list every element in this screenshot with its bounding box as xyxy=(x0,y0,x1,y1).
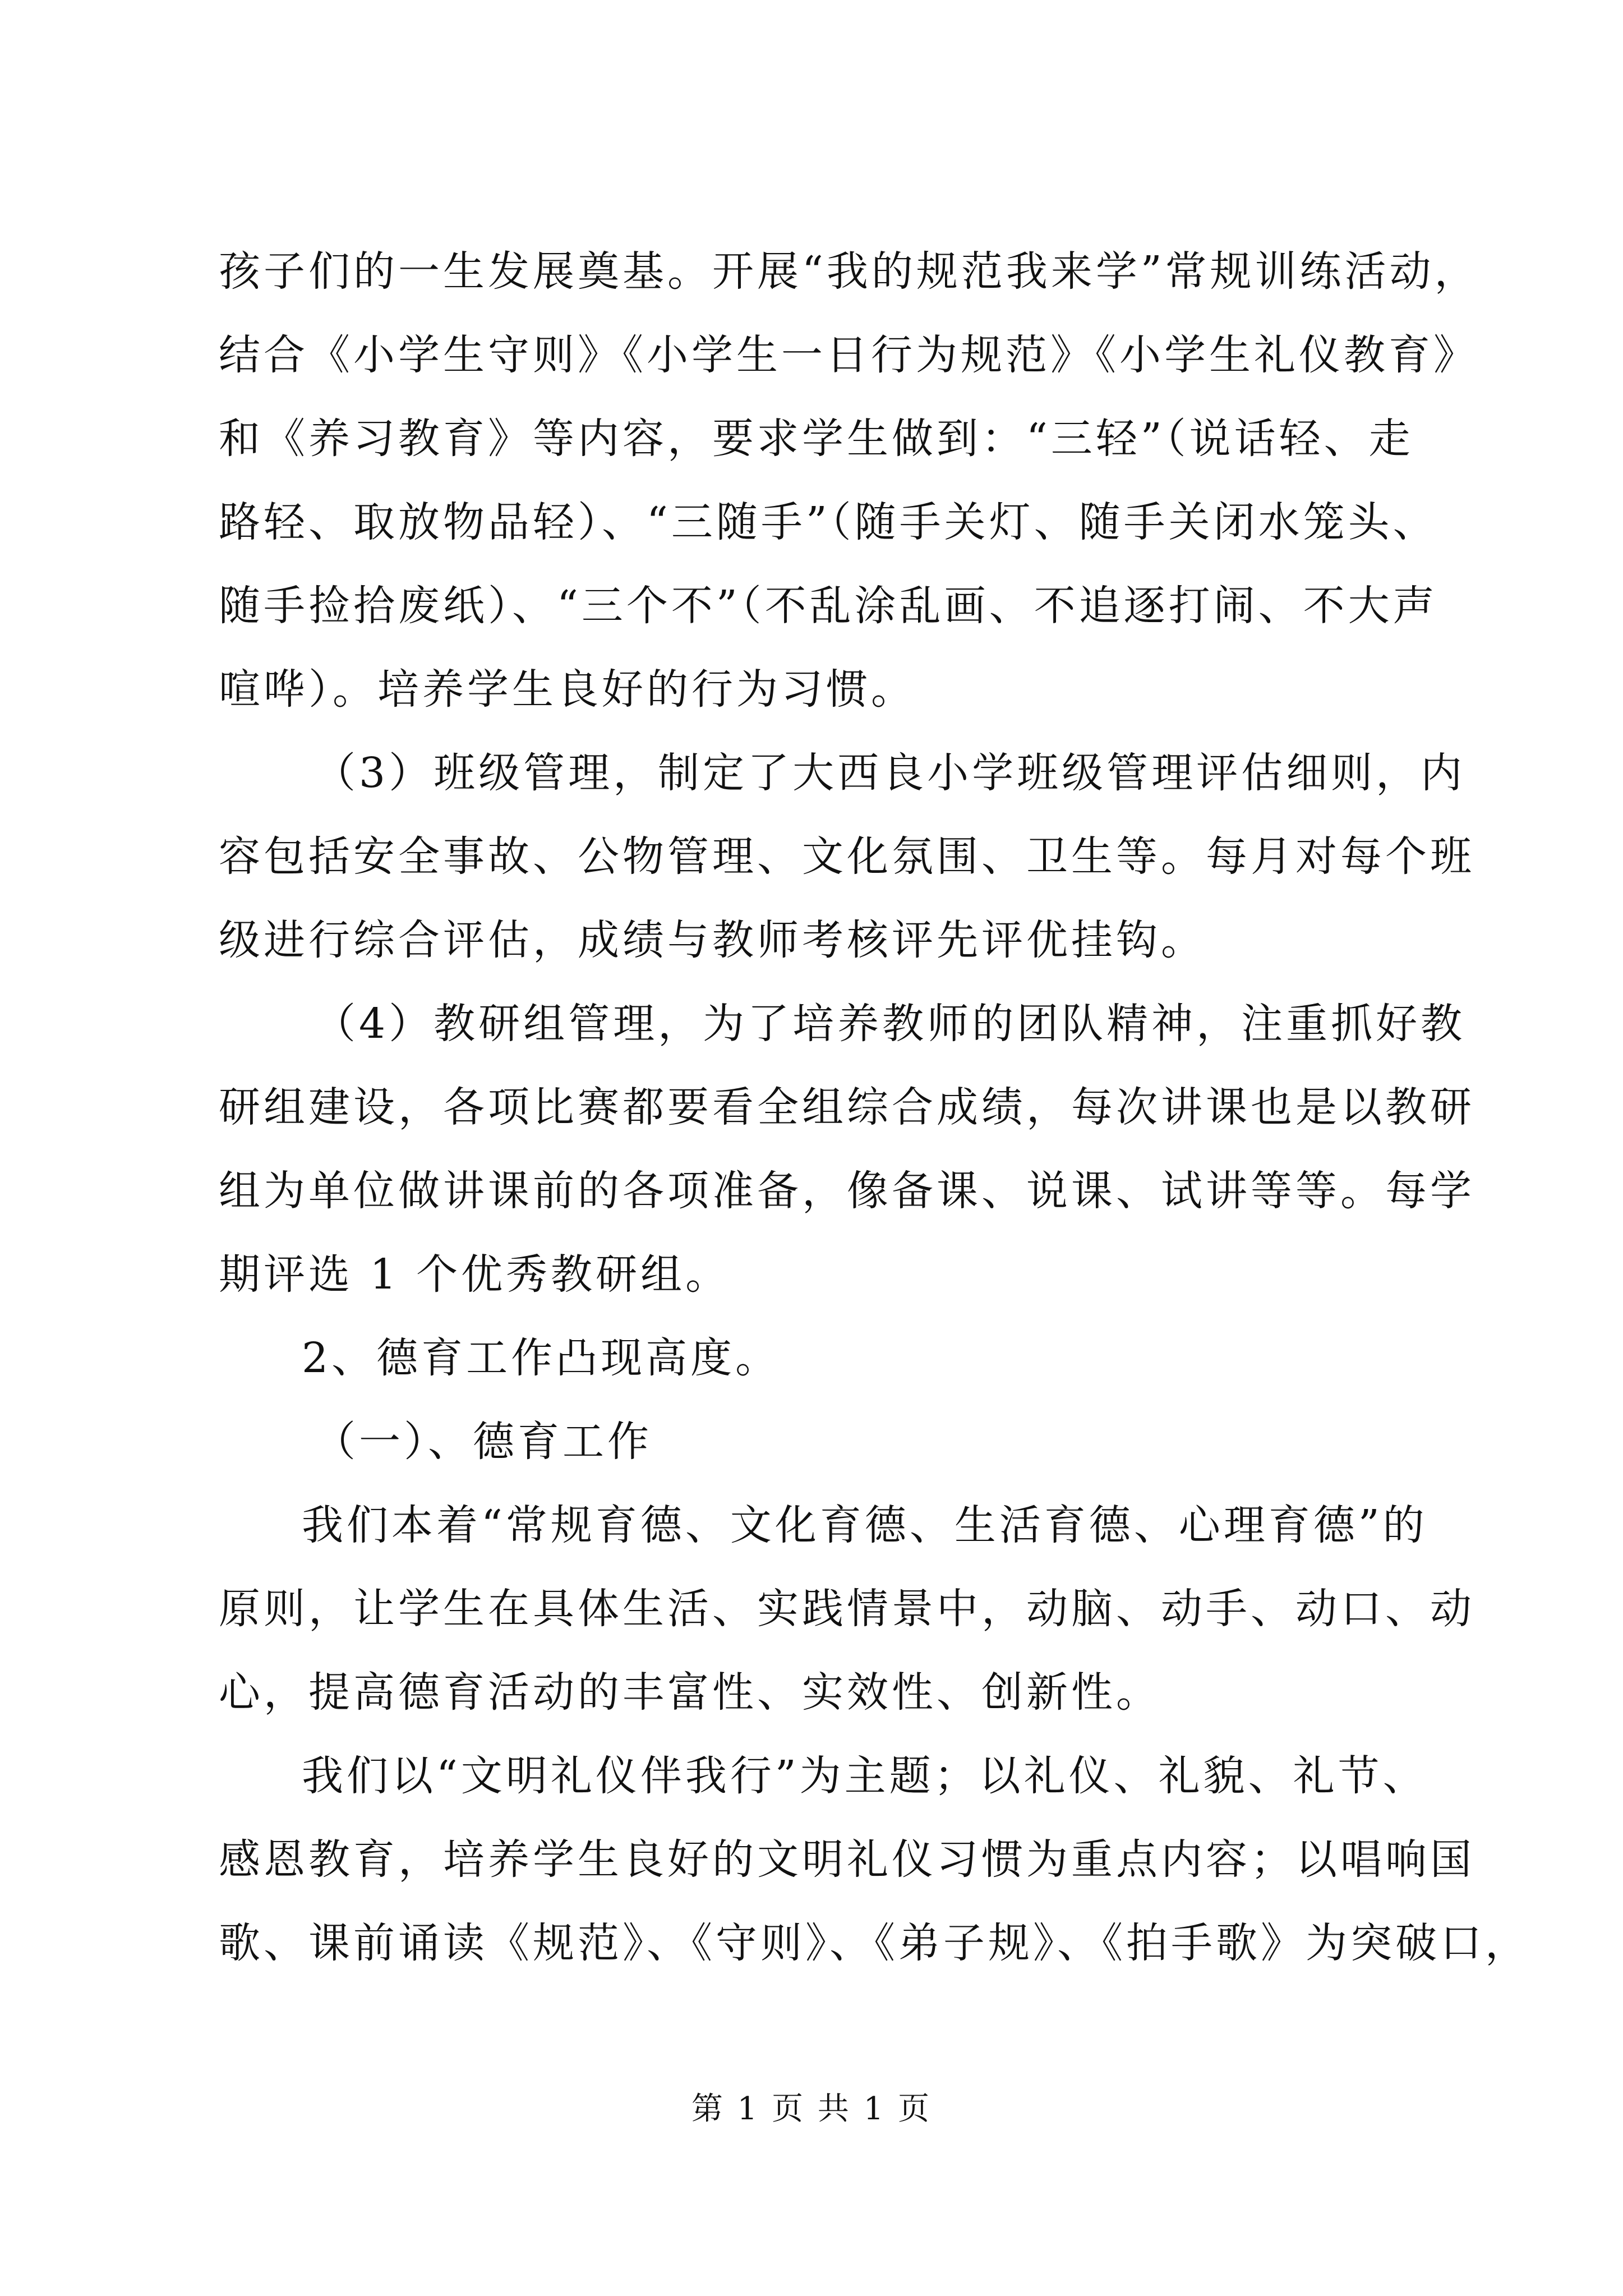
subsection-heading: （一）、德育工作 xyxy=(314,1418,652,1466)
page-footer xyxy=(0,2090,1623,2129)
text-line: 孩子们的一生发展奠基。开展“我的规范我来学”常规训练活动， xyxy=(219,247,1479,296)
text-line: 心，提高德育活动的丰富性、实效性、创新性。 xyxy=(219,1668,1161,1717)
text-line: 原则，让学生在具体生活、实践情景中，动脑、动手、动口、动 xyxy=(219,1585,1475,1633)
text-line: （3）班级管理，制定了大西良小学班级管理评估细则，内 xyxy=(314,749,1466,797)
text-line: 结合《小学生守则》《小学生一日行为规范》《小学生礼仪教育》 xyxy=(219,331,1478,379)
text-line: （4）教研组管理，为了培养教师的团队精神，注重抓好教 xyxy=(314,1000,1466,1048)
document-body xyxy=(219,230,1530,1985)
text-line: 喧哗）。培养学生良好的行为习惯。 xyxy=(219,665,916,714)
text-line: 歌、课前诵读《规范》、《守则》、《弟子规》、《拍手歌》为突破口， xyxy=(219,1919,1530,1967)
text-line: 感恩教育，培养学生良好的文明礼仪习惯为重点内容；以唱响国 xyxy=(219,1835,1475,1884)
text-line: 期评选 1 个优秀教研组。 xyxy=(219,1250,731,1299)
text-line: 和《养习教育》等内容，要求学生做到：“三轻”（说话轻、走 xyxy=(219,415,1414,463)
text-line: 容包括安全事故、公物管理、文化氛围、卫生等。每月对每个班 xyxy=(219,832,1475,881)
text-line: 组为单位做讲课前的各项准备，像备课、说课、试讲等等。每学 xyxy=(219,1167,1475,1215)
text-line: 我们以“文明礼仪伴我行”为主题；以礼仪、礼貌、礼节、 xyxy=(302,1752,1428,1800)
text-line: 随手捡拾废纸）、“三个不”（不乱涂乱画、不追逐打闹、不大声 xyxy=(219,582,1438,630)
text-line: 研组建设，各项比赛都要看全组综合成绩，每次讲课也是以教研 xyxy=(219,1083,1475,1131)
text-line: 路轻、取放物品轻）、“三随手”（随手关灯、随手关闭水笼头、 xyxy=(219,498,1438,546)
text-line: 级进行综合评估，成绩与教师考核评先评优挂钩。 xyxy=(219,916,1206,964)
text-line: 我们本着“常规育德、文化育德、生活育德、心理育德”的 xyxy=(302,1501,1428,1549)
page-number: 第 1 页 共 1 页 xyxy=(691,2091,932,2127)
section-heading: 2、德育工作凸现高度。 xyxy=(302,1334,781,1382)
